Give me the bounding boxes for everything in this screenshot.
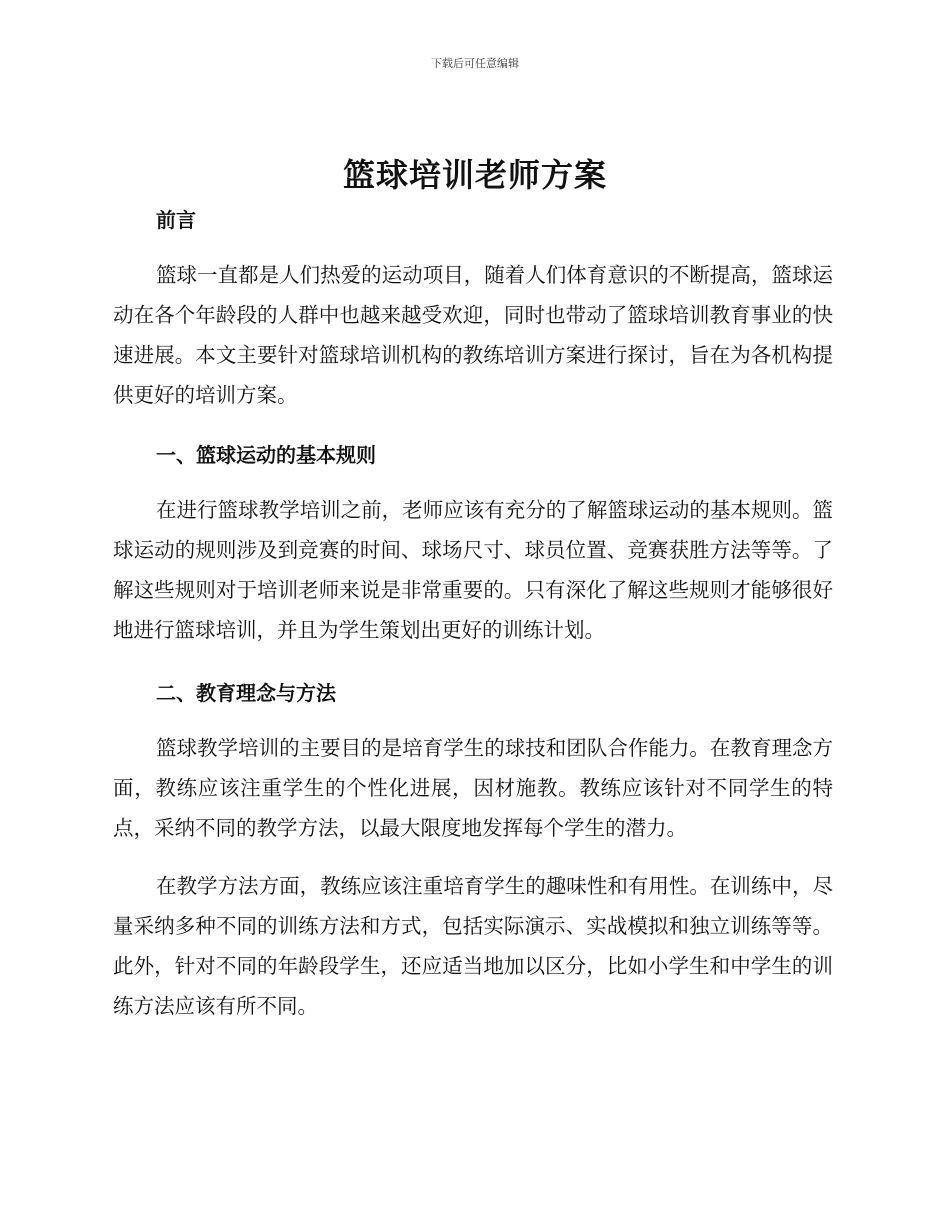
paragraph: 在教学方法方面，教练应该注重培育学生的趣味性和有用性。在训练中，尽量采纳多种不同的训练方法和方式，包括实际演示、实战模拟和独立训练等等。此外，针对不同的年龄段学生，还应适当地加以区分，比如小学生和中学生的训练方法应该有所不同。 [113,874,833,1018]
section-basic-rules [113,435,833,650]
section-heading: 前言 [156,208,196,232]
paragraph: 在进行篮球教学培训之前，老师应该有充分的了解篮球运动的基本规则。篮球运动的规则涉及到竞赛的时间、球场尺寸、球员位置、竞赛获胜方法等等。了解这些规则对于培训老师来说是非常重要的。只有深化了解这些规则才能够很好地进行篮球培训，并且为学生策划出更好的训练计划。 [113,498,833,642]
section-heading: 二、教育理念与方法 [156,681,336,705]
section-preface [113,200,833,415]
section-heading: 一、篮球运动的基本规则 [156,443,376,467]
section-education-methods [113,673,833,1026]
paragraph: 篮球一直都是人们热爱的运动项目，随着人们体育意识的不断提高，篮球运动在各个年龄段的人群中也越来越受欢迎，同时也带动了篮球培训教育事业的快速进展。本文主要针对篮球培训机构的教练培训方案进行探讨，旨在为各机构提供更好的培训方案。 [113,263,833,407]
paragraph: 篮球教学培训的主要目的是培育学生的球技和团队合作能力。在教育理念方面，教练应该注重学生的个性化进展，因材施教。教练应该针对不同学生的特点，采纳不同的教学方法，以最大限度地发挥每个学生的潜力。 [113,736,833,840]
page-header-note: 下载后可任意编辑 [431,57,519,70]
document-title: 篮球培训老师方案 [342,156,607,194]
